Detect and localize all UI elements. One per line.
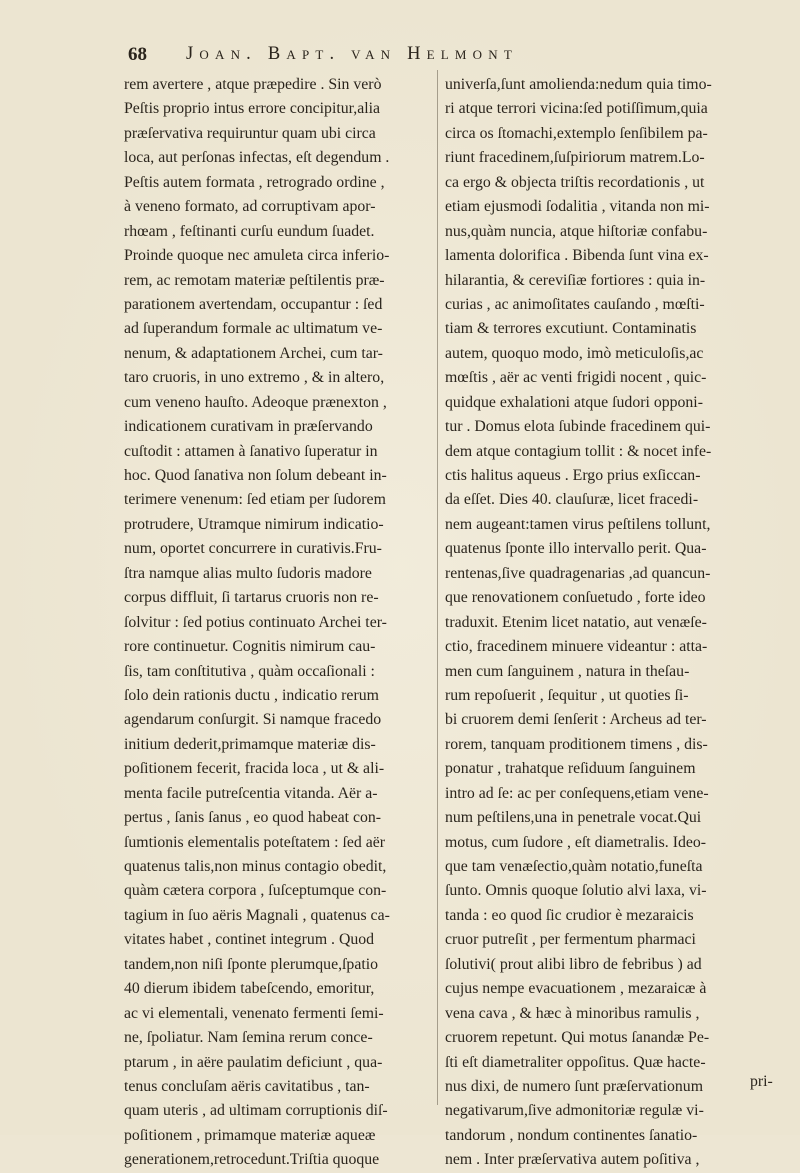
text-line: ſumtionis elementalis poteſtatem : ſed aër (124, 833, 386, 851)
text-line: pertus , ſanis ſanus , eo quod habeat con- (124, 809, 382, 827)
text-line: circa os ſtomachi,extemplo ſenſibilem pa- (445, 124, 708, 142)
text-line: que tam venæſectio,quàm notatio,funeſta (445, 858, 703, 875)
text-line: tur . Domus elota ſubinde fracedinem qui- (445, 418, 711, 436)
text-line: generationem,retrocedunt.Triſtia quoque (124, 1151, 380, 1169)
text-line: Peſtis autem formata , retrogrado ordine , (124, 173, 385, 191)
running-title: Joan. Bapt. van Helmont (186, 44, 518, 64)
text-line: quàm cætera corpora , ſuſceptumque con- (124, 882, 387, 900)
text-line: ctio, fracedinem minuere videantur : atta- (445, 638, 708, 656)
text-line: parationem avertendam, occupantur : ſed (124, 295, 383, 313)
text-line: hilarantia, & cereviſiæ fortiores : quia in- (445, 271, 706, 289)
text-line: tenus concluſam aëris cavitatibus , tan- (124, 1077, 370, 1095)
text-line: ctis halitus aqueus . Ergo prius exſiccan- (445, 467, 701, 484)
text-line: nem augeant:tamen virus peſtilens tollunt, (445, 515, 711, 533)
text-line: cum veneno hauſto. Adeoque prænexton , (124, 393, 387, 411)
right-text-column (445, 73, 790, 1173)
text-line: hoc. Quod ſanativa non ſolum debeant in- (124, 467, 387, 484)
text-line: men cum ſanguinem , natura in theſau- (445, 662, 690, 680)
text-line: tagium in ſuo aëris Magnali , quatenus ca- (124, 906, 390, 924)
text-line: tandem,non niſi ſponte plerumque,ſpatio (124, 955, 379, 973)
text-line: menta facile putreſcentia vitanda. Aër a- (124, 784, 378, 802)
text-line: riunt fracedinem,ſuſpiriorum matrem.Lo- (445, 149, 705, 167)
text-line: poſitionem fecerit, fracida loca , ut & ali- (124, 760, 385, 778)
text-line: Peſtis proprio intus errore concipitur,alia (124, 100, 380, 118)
text-line: agendarum conſurgit. Si namque fracedo (124, 711, 382, 729)
text-line: cruor putreſit , per fermentum pharmaci (445, 931, 696, 949)
text-line: cruorem repetunt. Qui motus ſanandæ Pe- (445, 1029, 710, 1047)
catchword: pri- (750, 1073, 773, 1090)
text-line: rem avertere , atque præpedire . Sin verò (124, 76, 382, 93)
text-line: da eſſet. Dies 40. clauſuræ, licet fracedi- (445, 491, 699, 509)
text-line: ri atque terrori vicina:ſed potiſſimum,quia (445, 100, 708, 118)
text-line: rhœam , feſtinanti curſu eundum ſuadet. (124, 222, 375, 240)
text-line: ſtra namque alias multo ſudoris madore (124, 564, 372, 582)
left-text-column (124, 73, 432, 1173)
text-line: traduxit. Etenim licet natatio, aut venæſe- (445, 613, 707, 631)
text-line: 40 dierum ibidem tabeſcendo, emoritur, (124, 980, 375, 998)
text-line: quam uteris , ad ultimam corruptionis diſ- (124, 1102, 388, 1120)
text-line: à veneno formato, ad corruptivam apor- (124, 198, 376, 216)
text-line: cujus nempe evacuationem , mezaraicæ à (445, 980, 707, 998)
text-line: num, oportet concurrere in curativis.Fru- (124, 540, 382, 558)
text-line: motus, cum ſudore , eſt diametralis. Ideo- (445, 833, 707, 851)
text-line: ac vi elementali, venenato fermenti ſemi- (124, 1004, 384, 1022)
text-line: mœſtis , aër ac venti frigidi nocent , quic- (445, 369, 707, 387)
text-line: ponatur , trahatque reſiduum ſanguinem (445, 760, 696, 778)
text-line: etiam ejusmodi ſodalitia , vitanda non mi- (445, 198, 710, 216)
text-line: ſolo dein rationis ductu , indicatio rerum (124, 686, 379, 704)
page-number: 68 (128, 44, 147, 65)
text-line: dem atque contagium tollit : & nocet infe- (445, 442, 712, 460)
text-line: nus dixi, de numero ſunt præſervationum (445, 1077, 703, 1095)
text-line: terimere venenum: ſed etiam per ſudorem (124, 491, 386, 509)
text-line: rum repoſuerit , ſequitur , ut quoties ſi- (445, 686, 689, 704)
text-line: ſunto. Omnis quoque ſolutio alvi laxa, vi- (445, 882, 707, 900)
text-line: cuſtodit : attamen à ſanativo ſuperatur in (124, 442, 378, 460)
text-line: ca ergo & objecta triſtis recordationis , ut (445, 173, 705, 191)
text-line: autem, quoquo modo, imò meticuloſis,ac (445, 344, 704, 362)
text-line: lamenta dolorifica . Bibenda ſunt vina ex- (445, 247, 709, 265)
text-line: vitates habet , continet integrum . Quod (124, 931, 375, 949)
column-divider (437, 70, 438, 1105)
text-line: bi cruorem demi ſenſerit : Archeus ad ter- (445, 711, 707, 729)
text-line: negativarum,ſive admonitoriæ regulæ vi- (445, 1102, 704, 1120)
text-line: que renovationem conſuetudo , forte ideo (445, 589, 706, 607)
text-line: vena cava , & hæc à minoribus ramulis , (445, 1004, 700, 1022)
text-line: præſervativa requiruntur quam ubi circa (124, 124, 376, 142)
text-line: taro cruoris, in uno extremo , & in altero, (124, 369, 385, 387)
text-line: rorem, tanquam proditionem timens , dis- (445, 735, 708, 753)
text-line: loca, aut perſonas infectas, eſt degendum . (124, 149, 390, 167)
text-line: quidque exhalationi atque ſudori opponi- (445, 393, 703, 411)
text-line: intro ad ſe: ac per conſequens,etiam vene- (445, 784, 709, 802)
text-line: poſitionem , primamque materiæ aqueæ (124, 1126, 376, 1144)
text-line: ptarum , in aëre paulatim deficiunt , qua- (124, 1053, 383, 1071)
text-line: curias , ac animoſitates cauſando , mœſti- (445, 295, 705, 313)
text-line: tanda : eo quod ſic crudior è mezaraicis (445, 906, 694, 924)
text-line: rore continuetur. Cognitis nimirum cau- (124, 638, 376, 656)
text-line: nem . Inter præſervativa autem poſitiva , (445, 1151, 700, 1169)
text-line: ſolutivi( prout alibi libro de febribus ) ad (445, 955, 702, 973)
text-line: tiam & terrores excutiunt. Contaminatis (445, 320, 697, 338)
text-line: indicationem curativam in præſervando (124, 418, 373, 436)
text-line: protrudere, Utramque nimirum indicatio- (124, 515, 384, 533)
text-line: quatenus ſponte illo intervallo perit. Qua- (445, 540, 707, 558)
page-header (128, 44, 793, 74)
text-line: num peſtilens,una in penetrale vocat.Qui (445, 809, 702, 827)
text-line: ſti eſt diametraliter oppoſitus. Quæ hacte- (445, 1053, 706, 1071)
text-line: corpus diffluit, ſi tartarus cruoris non re- (124, 589, 379, 607)
text-line: ſolvitur : ſed potius continuato Archei ter- (124, 613, 387, 631)
text-line: ad ſuperandum formale ac ultimatum ve- (124, 320, 383, 338)
text-line: rem, ac remotam materiæ peſtilentis præ- (124, 271, 385, 289)
text-line: Proinde quoque nec amuleta circa inferio- (124, 247, 390, 265)
text-line: rentenas,ſive quadragenarias ,ad quancun- (445, 564, 711, 582)
text-line: nus,quàm nuncia, atque hiſtoriæ confabu- (445, 222, 708, 240)
text-line: ne, ſpoliatur. Nam ſemina rerum conce- (124, 1029, 373, 1047)
text-line: univerſa,ſunt amolienda:nedum quia timo- (445, 76, 712, 93)
text-line: initium dederit,primamque materiæ dis- (124, 735, 376, 753)
text-line: tandorum , nondum continentes ſanatio- (445, 1126, 698, 1144)
text-line: nenum, & adaptationem Archei, cum tar- (124, 344, 383, 362)
text-line: quatenus talis,non minus contagio obedit, (124, 858, 387, 875)
text-line: ſis, tam conſtitutiva , quàm occaſionali : (124, 662, 375, 680)
